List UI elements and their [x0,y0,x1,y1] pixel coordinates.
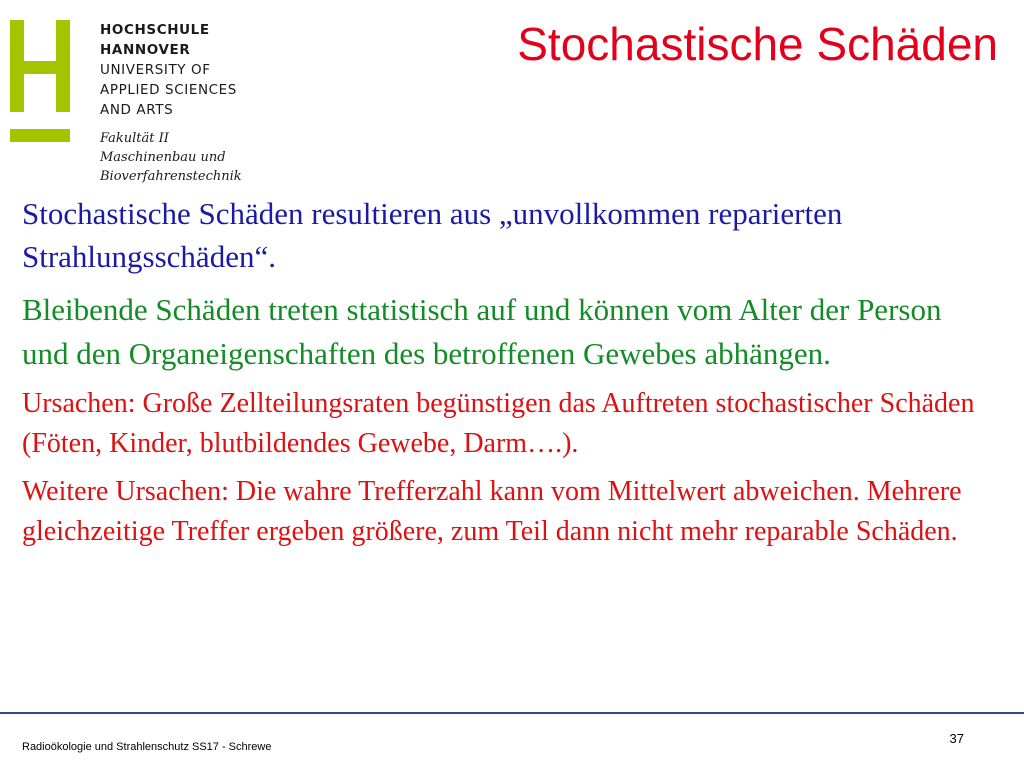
faculty-name-line: Bioverfahrenstechnik [100,169,242,184]
paragraph-definition: Stochastische Schäden resultieren aus „unvollkommen reparierten Strahlungsschäden“. [22,196,843,274]
university-name-line: HOCHSCHULE [100,22,210,38]
university-name-line: HANNOVER [100,42,191,58]
slide-body [22,192,992,552]
faculty-name [100,129,242,186]
page-number: 37 [949,731,964,746]
faculty-name-line: Fakultät II [100,131,169,146]
paragraph-permanent-damage: Bleibende Schäden treten statistisch auf und können vom Alter der Person und den Organeigenschaften des betroffenen Gewebes abhängen. [22,292,942,371]
faculty-name-line: Maschinenbau und [100,150,226,165]
university-name-line: AND ARTS [100,102,174,118]
footer-divider [0,712,1024,714]
slide-title: Stochastische Schäden [517,18,998,70]
university-h-logo-icon [10,20,74,144]
university-name [100,20,237,120]
university-name-line: UNIVERSITY OF [100,62,211,78]
paragraph-further-causes: Weitere Ursachen: Die wahre Trefferzahl kann vom Mittelwert abweichen. Mehrere gleichzeitige Treffer ergeben größere, zum Teil dann nicht mehr reparable Schäden. [22,476,962,547]
footer-course-label: Radioökologie und Strahlenschutz SS17 - Schrewe [22,741,272,753]
university-name-line: APPLIED SCIENCES [100,82,237,98]
paragraph-causes: Ursachen: Große Zellteilungsraten begünstigen das Auftreten stochastischer Schäden (Föten, Kinder, blutbildendes Gewebe, Darm….). [22,388,975,459]
